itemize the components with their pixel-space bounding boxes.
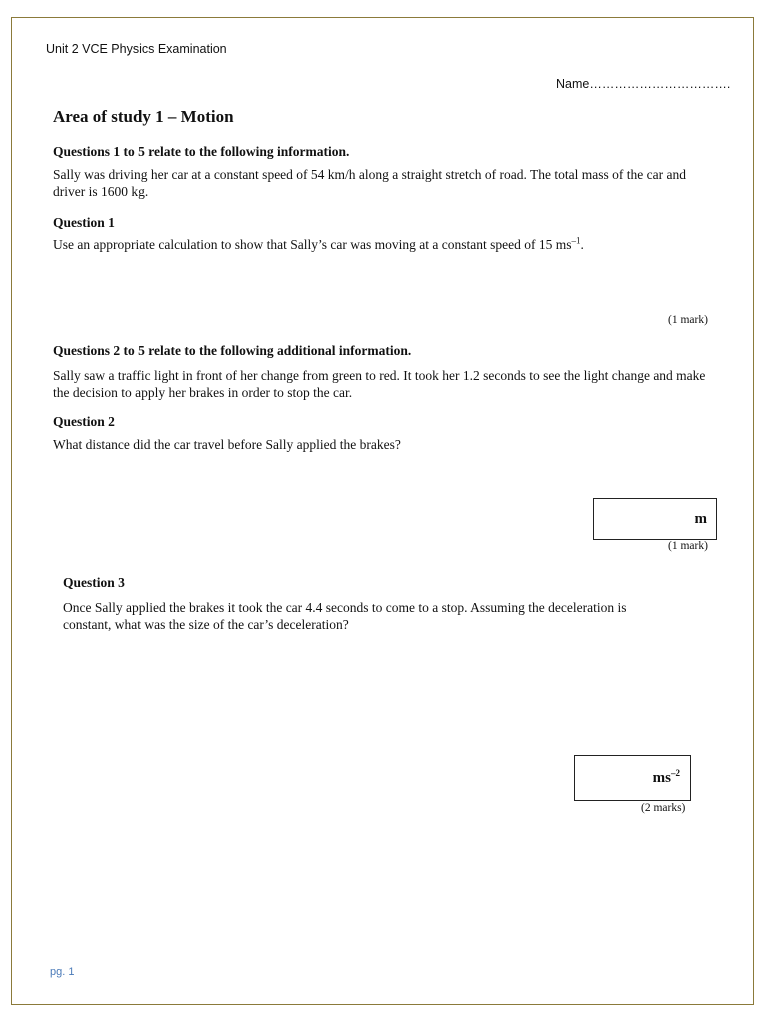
intro2-heading: Questions 2 to 5 relate to the following additional information. — [53, 343, 412, 358]
area-of-study-title: Area of study 1 – Motion — [53, 107, 234, 126]
q1-text-end: . — [580, 237, 584, 252]
page-number: pg. 1 — [50, 966, 75, 978]
q3-unit-sup: –2 — [671, 768, 680, 778]
q2-heading: Question 2 — [53, 414, 115, 429]
q1-text-main: Use an appropriate calculation to show that Sally’s car was moving at a constant speed of 15 ms — [53, 237, 572, 252]
q2-unit-label: m — [694, 511, 707, 527]
name-field-label: Name……………………………. — [556, 77, 731, 91]
intro2-text: Sally saw a traffic light in front of her change from green to red. It took her 1.2 seconds to see the light change and make the decision to apply her brakes in order to stop the car. — [53, 368, 706, 400]
q2-marks: (1 mark) — [668, 540, 708, 552]
intro1-text: Sally was driving her car at a constant speed of 54 km/h along a straight stretch of road. The total mass of the car and driver is 1600 kg. — [53, 167, 686, 199]
q1-heading: Question 1 — [53, 215, 115, 230]
q3-text: Once Sally applied the brakes it took the car 4.4 seconds to come to a stop. Assuming the deceleration is constant, what was the size of the car’s deceleration? — [63, 600, 627, 632]
q2-text: What distance did the car travel before Sally applied the brakes? — [53, 437, 401, 452]
q3-unit-label — [653, 770, 680, 787]
q1-text-sup: –1 — [571, 235, 581, 246]
q3-heading: Question 3 — [63, 575, 125, 590]
q3-marks: (2 marks) — [641, 802, 686, 814]
q1-marks: (1 mark) — [668, 314, 708, 326]
intro1-heading: Questions 1 to 5 relate to the following information. — [53, 144, 350, 159]
exam-title: Unit 2 VCE Physics Examination — [46, 42, 227, 56]
q1-text — [53, 236, 713, 253]
q3-answer-box[interactable] — [574, 755, 691, 801]
q2-answer-box[interactable] — [593, 498, 717, 540]
q3-unit-text: ms — [652, 770, 671, 786]
